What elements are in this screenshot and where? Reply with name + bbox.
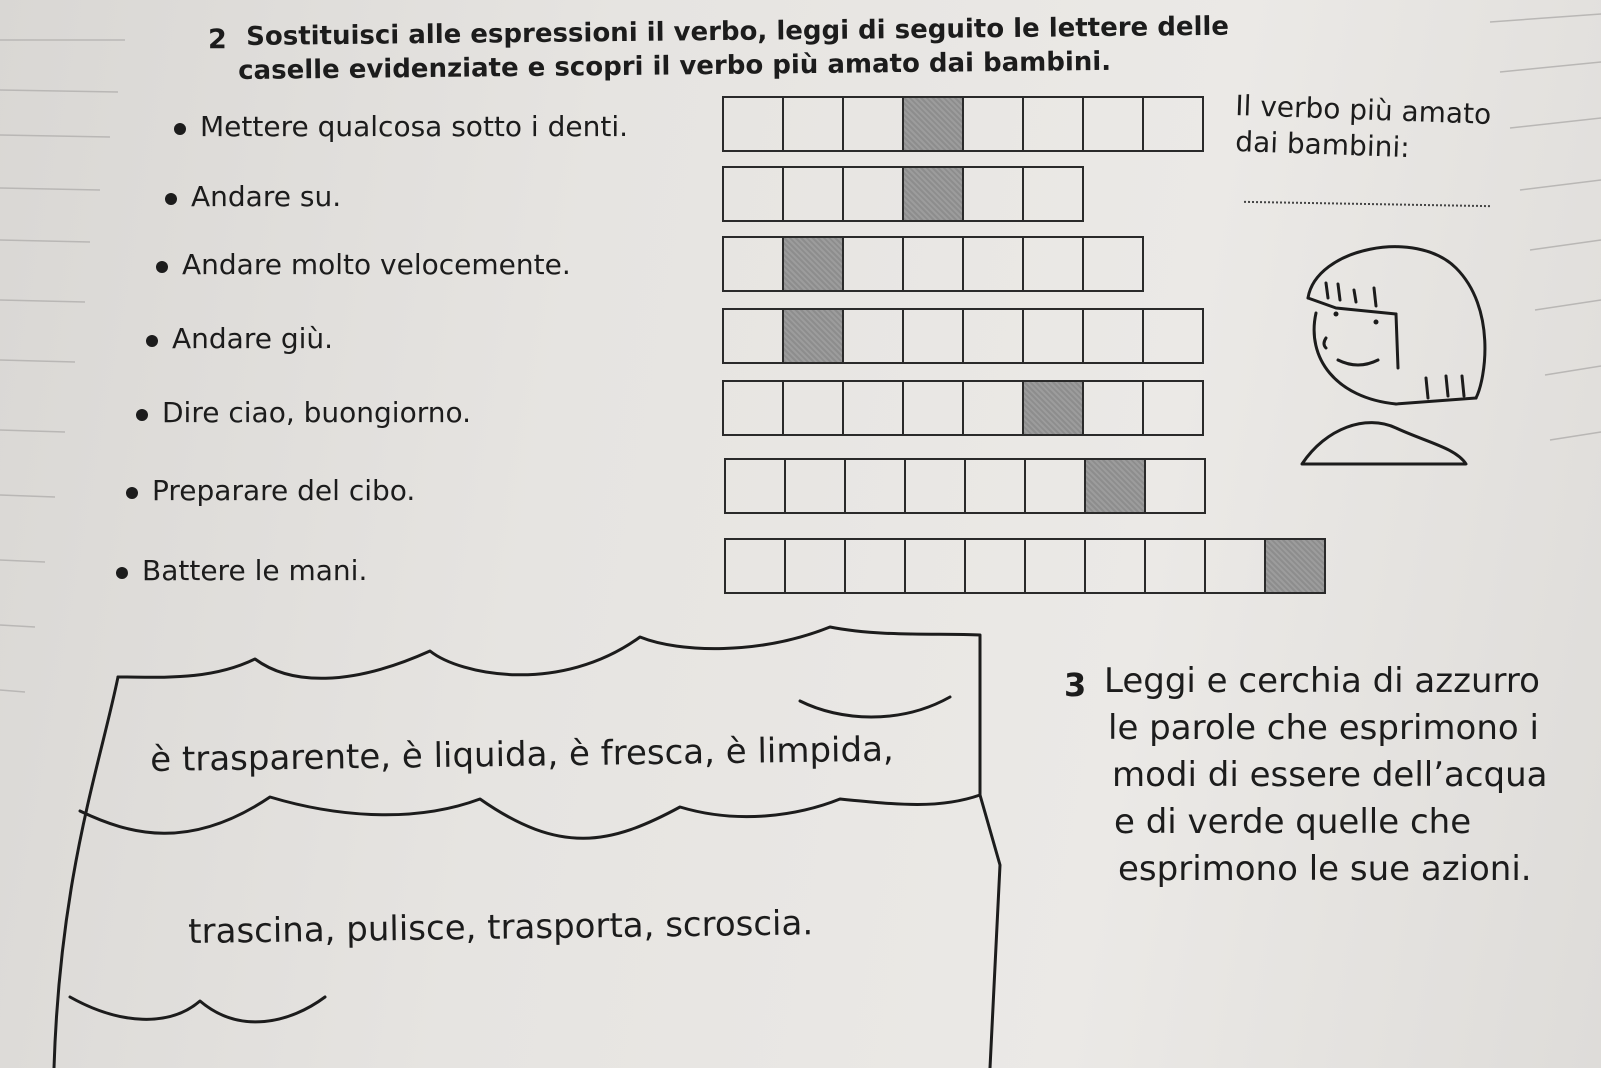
bullet-icon: [156, 261, 168, 273]
exercise-3-line3: modi di essere dell’acqua: [1112, 755, 1548, 795]
letter-grid-4: [722, 308, 1204, 364]
letter-cell[interactable]: [966, 460, 1026, 512]
exercise-3-line1: Leggi e cerchia di azzurro: [1104, 661, 1540, 701]
letter-cell[interactable]: [724, 98, 784, 150]
exercise-3-line2: le parole che esprimono i: [1108, 708, 1539, 748]
letter-cell[interactable]: [1144, 98, 1202, 150]
letter-cell[interactable]: [1026, 460, 1086, 512]
exercise-3-line4: e di verde quelle che: [1114, 802, 1472, 842]
exercise-2-title-line1: Sostituisci alle espressioni il verbo, leggi di seguito le lettere delle: [246, 11, 1230, 52]
water-shape: [40, 625, 1020, 1068]
letter-cell[interactable]: [844, 310, 904, 362]
highlighted-letter-cell[interactable]: [784, 238, 844, 290]
letter-cell[interactable]: [1024, 310, 1084, 362]
letter-cell[interactable]: [1084, 238, 1142, 290]
letter-cell[interactable]: [904, 310, 964, 362]
letter-grid-2: [722, 166, 1084, 222]
letter-cell[interactable]: [724, 168, 784, 220]
letter-cell[interactable]: [906, 540, 966, 592]
letter-cell[interactable]: [964, 238, 1024, 290]
letter-cell[interactable]: [786, 460, 846, 512]
letter-cell[interactable]: [786, 540, 846, 592]
exercise-2-number: 2: [208, 24, 227, 55]
letter-cell[interactable]: [844, 168, 904, 220]
letter-cell[interactable]: [1084, 382, 1144, 434]
letter-cell[interactable]: [784, 382, 844, 434]
letter-cell[interactable]: [1024, 168, 1082, 220]
letter-cell[interactable]: [906, 460, 966, 512]
letter-cell[interactable]: [1084, 310, 1144, 362]
letter-cell[interactable]: [1146, 540, 1206, 592]
highlighted-letter-cell[interactable]: [1086, 460, 1146, 512]
letter-cell[interactable]: [964, 168, 1024, 220]
letter-cell[interactable]: [1084, 98, 1144, 150]
water-qualities-text: è trasparente, è liquida, è fresca, è limpida,: [150, 729, 894, 780]
answer-prompt-line2: dai bambini:: [1234, 124, 1411, 165]
item-label: Preparare del cibo.: [152, 474, 416, 507]
letter-cell[interactable]: [846, 460, 906, 512]
bullet-icon: [146, 335, 158, 347]
letter-cell[interactable]: [904, 382, 964, 434]
letter-cell[interactable]: [1144, 310, 1202, 362]
answer-prompt-line1: Il verbo più amato: [1234, 88, 1492, 131]
letter-cell[interactable]: [724, 310, 784, 362]
letter-cell[interactable]: [964, 310, 1024, 362]
letter-grid-6: [724, 458, 1206, 514]
letter-cell[interactable]: [1086, 540, 1146, 592]
exercise-3-line5: esprimono le sue azioni.: [1118, 849, 1532, 889]
letter-cell[interactable]: [1026, 540, 1086, 592]
letter-cell[interactable]: [1146, 460, 1204, 512]
letter-grid-3: [722, 236, 1144, 292]
letter-cell[interactable]: [844, 238, 904, 290]
bullet-icon: [136, 409, 148, 421]
item-label: Andare su.: [191, 180, 342, 213]
letter-cell[interactable]: [726, 540, 786, 592]
item-label: Dire ciao, buongiorno.: [162, 396, 472, 429]
letter-cell[interactable]: [1144, 382, 1202, 434]
letter-grid-5: [722, 380, 1204, 436]
letter-cell[interactable]: [966, 540, 1026, 592]
item-label: Andare giù.: [172, 322, 334, 355]
letter-cell[interactable]: [964, 98, 1024, 150]
exercise-2-title-line2: caselle evidenziate e scopri il verbo più amato dai bambini.: [238, 46, 1112, 86]
item-label: Mettere qualcosa sotto i denti.: [200, 110, 629, 143]
letter-grid-7: [724, 538, 1326, 594]
letter-cell[interactable]: [904, 238, 964, 290]
water-actions-text: trascina, pulisce, trasporta, scroscia.: [188, 903, 814, 952]
highlighted-letter-cell[interactable]: [784, 310, 844, 362]
item-label: Battere le mani.: [142, 554, 368, 587]
letter-cell[interactable]: [1024, 98, 1084, 150]
highlighted-letter-cell[interactable]: [1024, 382, 1084, 434]
bullet-icon: [165, 193, 177, 205]
letter-cell[interactable]: [726, 460, 786, 512]
letter-cell[interactable]: [844, 98, 904, 150]
girl-face-illustration: [1296, 228, 1496, 488]
letter-cell[interactable]: [724, 382, 784, 434]
bullet-icon: [126, 487, 138, 499]
bullet-icon: [116, 567, 128, 579]
highlighted-letter-cell[interactable]: [904, 168, 964, 220]
letter-cell[interactable]: [724, 238, 784, 290]
letter-cell[interactable]: [846, 540, 906, 592]
letter-cell[interactable]: [1024, 238, 1084, 290]
highlighted-letter-cell[interactable]: [1266, 540, 1324, 592]
highlighted-letter-cell[interactable]: [904, 98, 964, 150]
letter-cell[interactable]: [1206, 540, 1266, 592]
item-label: Andare molto velocemente.: [182, 248, 571, 281]
exercise-3-number: 3: [1064, 666, 1087, 704]
letter-grid-1: [722, 96, 1204, 152]
letter-cell[interactable]: [844, 382, 904, 434]
letter-cell[interactable]: [964, 382, 1024, 434]
letter-cell[interactable]: [784, 98, 844, 150]
bullet-icon: [174, 123, 186, 135]
letter-cell[interactable]: [784, 168, 844, 220]
